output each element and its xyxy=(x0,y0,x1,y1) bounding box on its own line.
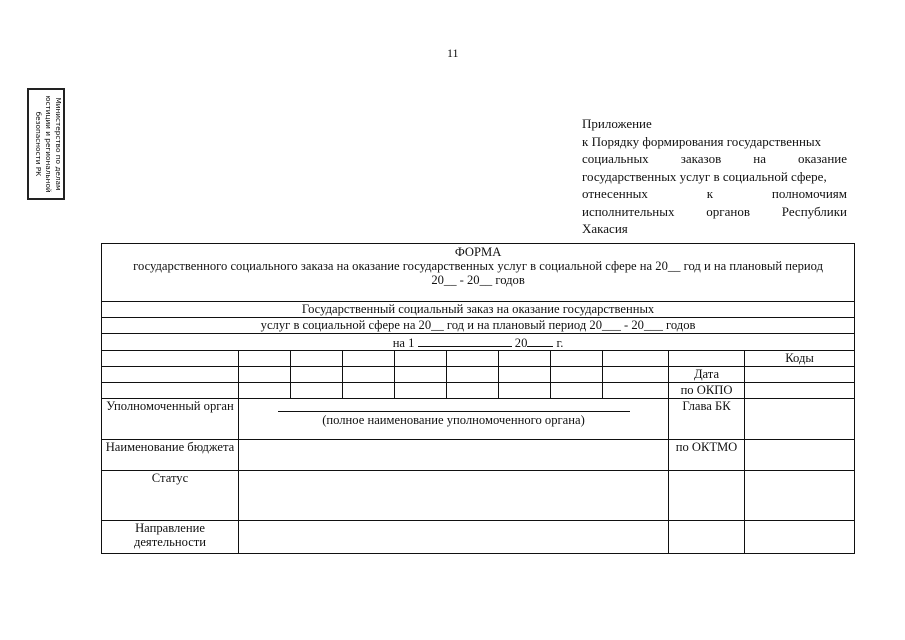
grid-cell xyxy=(603,383,669,399)
appendix-line: социальных заказов на оказание xyxy=(582,151,847,166)
grid-cell xyxy=(669,521,745,554)
grid-cell xyxy=(499,351,551,367)
form-title: ФОРМА xyxy=(454,245,502,259)
date-label: Дата xyxy=(669,367,745,383)
status-field[interactable] xyxy=(239,471,669,521)
grid-cell xyxy=(239,351,291,367)
grid-cell xyxy=(102,367,239,383)
authorized-body-caption: (полное наименование уполномоченного органа) xyxy=(278,411,630,427)
grid-cell xyxy=(291,367,343,383)
grid-cell xyxy=(395,383,447,399)
appendix-line: государственных услуг в социальной сфере, xyxy=(582,168,827,184)
order-heading-2: услуг в социальной сфере на 20__ год и на плановый период 20___ - 20___ годов xyxy=(102,318,855,334)
order-date-line xyxy=(102,334,855,351)
oktmo-code-field[interactable] xyxy=(745,440,855,471)
date-code-field[interactable] xyxy=(745,367,855,383)
oktmo-label: по ОКТМО xyxy=(669,440,745,471)
grid-cell xyxy=(447,351,499,367)
date-year-prefix: 20 xyxy=(514,336,528,350)
date-suffix: г. xyxy=(556,336,564,350)
form-subtitle: государственного социального заказа на оказание государственных услуг в социальной сфере на 20__ год и на плановый период xyxy=(133,259,823,273)
okpo-label: по ОКПО xyxy=(669,383,745,399)
grid-cell xyxy=(551,367,603,383)
authorized-body-label: Уполномоченный орган xyxy=(102,399,239,440)
form-subtitle-years: 20__ - 20__ годов xyxy=(431,273,525,287)
order-heading-1: Государственный социальный заказ на оказание государственных xyxy=(102,302,855,318)
chapter-bk-label: Глава БК xyxy=(669,399,745,440)
grid-cell xyxy=(603,367,669,383)
grid-cell xyxy=(499,367,551,383)
grid-cell xyxy=(447,383,499,399)
appendix-line: к Порядку формирования государственных xyxy=(582,133,822,149)
grid-cell xyxy=(239,367,291,383)
authorized-body-field[interactable] xyxy=(239,399,669,440)
form-title-block xyxy=(102,244,855,302)
appendix-header xyxy=(582,115,847,238)
grid-cell xyxy=(343,351,395,367)
grid-cell xyxy=(291,383,343,399)
okpo-code-field[interactable] xyxy=(745,383,855,399)
appendix-line: исполнительных органов Республики xyxy=(582,203,847,219)
chapter-bk-code-field[interactable] xyxy=(745,399,855,440)
appendix-line: отнесенных к полномочиям xyxy=(582,186,847,201)
appendix-line: Хакасия xyxy=(582,221,628,236)
codes-header: Коды xyxy=(745,351,855,367)
social-order-form xyxy=(101,243,855,554)
date-prefix: на 1 xyxy=(392,336,415,350)
grid-cell xyxy=(291,351,343,367)
direction-field[interactable] xyxy=(239,521,669,554)
grid-cell xyxy=(343,383,395,399)
grid-cell xyxy=(551,383,603,399)
grid-cell xyxy=(745,521,855,554)
grid-cell xyxy=(745,471,855,521)
grid-cell xyxy=(102,383,239,399)
grid-cell xyxy=(102,351,239,367)
grid-cell xyxy=(669,471,745,521)
grid-cell xyxy=(669,351,745,367)
budget-name-label: Наименование бюджета xyxy=(102,440,239,471)
grid-cell xyxy=(447,367,499,383)
appendix-line: Приложение xyxy=(582,116,652,131)
date-day-month-blank[interactable] xyxy=(418,334,512,347)
grid-cell xyxy=(499,383,551,399)
budget-name-field[interactable] xyxy=(239,440,669,471)
grid-cell xyxy=(551,351,603,367)
stamp-text: Министерство по делам юстиции и региональной безопасности РК xyxy=(34,95,63,193)
date-year-blank[interactable] xyxy=(527,334,553,347)
grid-cell xyxy=(395,367,447,383)
grid-cell xyxy=(239,383,291,399)
grid-cell xyxy=(603,351,669,367)
direction-label: Направление деятельности xyxy=(102,521,239,554)
grid-cell xyxy=(343,367,395,383)
grid-cell xyxy=(395,351,447,367)
status-label: Статус xyxy=(102,471,239,521)
registration-stamp xyxy=(27,88,65,200)
page-number: 11 xyxy=(447,46,459,60)
